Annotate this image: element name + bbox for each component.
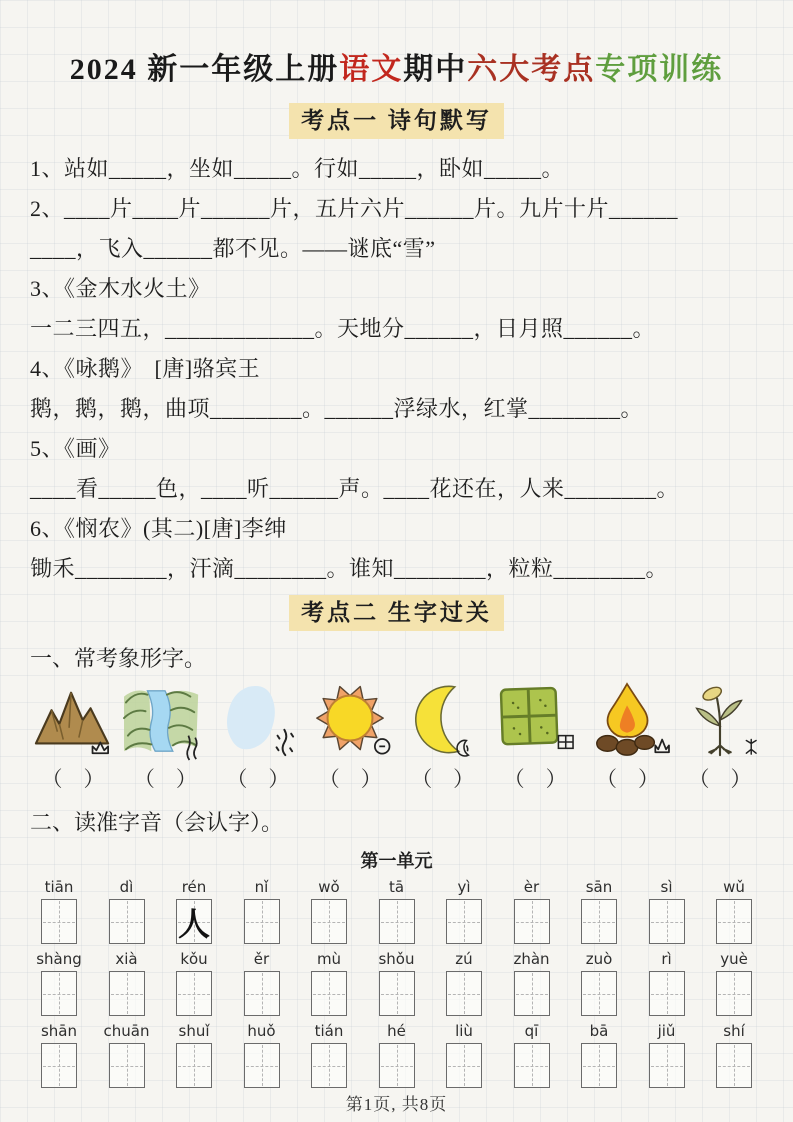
writing-grid-box — [41, 899, 77, 944]
question-line: 1、站如_____，坐如_____。行如_____，卧如_____。 — [30, 156, 565, 181]
pinyin-label: yì — [457, 878, 471, 896]
pictograph-sun — [307, 681, 393, 761]
pinyin-label: xià — [115, 950, 138, 968]
pinyin-label: liù — [455, 1022, 473, 1040]
pinyin-cell — [30, 877, 88, 944]
title-part-sixpoints: 六大考点 — [467, 53, 596, 86]
writing-grid-box — [379, 1043, 415, 1088]
pinyin-cell — [705, 1021, 763, 1088]
title-part-training: 专项训练 — [595, 53, 724, 86]
pinyin-cell — [300, 1021, 358, 1088]
pinyin-cell — [368, 949, 426, 1016]
writing-grid-box — [109, 1043, 145, 1088]
writing-grid-box — [176, 1043, 212, 1088]
writing-grid-box — [244, 971, 280, 1016]
title-part-year: 2024 新一年级上册 — [69, 53, 340, 86]
pinyin-label: hé — [387, 1022, 406, 1040]
answer-blank: （ ） — [226, 767, 290, 791]
pinyin-cell — [705, 949, 763, 1016]
pictograph-row — [30, 681, 763, 761]
title-part-subject: 语文 — [339, 53, 404, 86]
writing-grid-box — [649, 1043, 685, 1088]
question-line: 4、《咏鹅》 [唐]骆宾王 — [30, 356, 261, 381]
answer-blank: （ ） — [411, 767, 475, 791]
writing-grid-box — [514, 899, 550, 944]
pinyin-cell — [233, 877, 291, 944]
pinyin-cell — [300, 877, 358, 944]
pinyin-label: mù — [316, 950, 342, 968]
writing-grid-box — [311, 971, 347, 1016]
pinyin-cell — [570, 1021, 628, 1088]
pinyin-label: tián — [314, 1022, 344, 1040]
pinyin-label: shǒu — [378, 950, 415, 968]
pinyin-label: èr — [523, 878, 540, 896]
pinyin-cell — [165, 949, 223, 1016]
writing-grid-box — [311, 1043, 347, 1088]
writing-grid-box — [581, 971, 617, 1016]
poem-dictation-questions — [30, 149, 763, 589]
pronunciation-subsection-title: 二、读准字音（会认字）。 — [30, 810, 284, 835]
pinyin-label: dì — [119, 878, 134, 896]
seedling-oracle-glyph-icon — [746, 740, 756, 755]
pinyin-grid-row — [30, 949, 763, 1016]
question-line: ____看_____色，____听______声。____花还在，人来________。 — [30, 476, 680, 501]
pinyin-label: kǒu — [180, 950, 208, 968]
writing-grid-box — [109, 899, 145, 944]
handwritten-character: 人 — [177, 905, 210, 942]
water-oracle-glyph-icon — [276, 730, 293, 755]
pictograph-field — [492, 681, 578, 761]
writing-grid-box — [716, 971, 752, 1016]
pinyin-cell — [570, 949, 628, 1016]
pinyin-label: yuè — [720, 950, 748, 968]
pinyin-cell — [368, 877, 426, 944]
pinyin-cell — [503, 949, 561, 1016]
pinyin-label: shí — [723, 1022, 745, 1040]
pictograph-subsection-title: 一、常考象形字。 — [30, 646, 207, 671]
pinyin-label: tiān — [44, 878, 74, 896]
pinyin-cell — [638, 1021, 696, 1088]
writing-grid-box — [716, 1043, 752, 1088]
pinyin-writing-grids — [30, 877, 763, 1088]
pictograph-river — [122, 681, 208, 761]
writing-grid-box — [581, 1043, 617, 1088]
pictograph-fire — [585, 681, 671, 761]
pictograph-answer-blanks — [30, 763, 763, 793]
pinyin-cell — [570, 877, 628, 944]
writing-grid-box — [514, 971, 550, 1016]
answer-blank: （ ） — [596, 767, 660, 791]
writing-grid-box — [41, 971, 77, 1016]
writing-grid-box — [649, 899, 685, 944]
writing-grid-box — [41, 1043, 77, 1088]
pinyin-label: huǒ — [247, 1022, 276, 1040]
pictograph-water — [215, 681, 301, 761]
pinyin-cell — [435, 1021, 493, 1088]
pinyin-cell — [638, 949, 696, 1016]
pinyin-label: bā — [589, 1022, 609, 1040]
pinyin-label: sì — [660, 878, 673, 896]
pinyin-cell — [233, 949, 291, 1016]
section2-heading-wrap — [30, 595, 763, 631]
pinyin-label: zuò — [585, 950, 613, 968]
pinyin-grid-row — [30, 1021, 763, 1088]
answer-blank: （ ） — [133, 767, 197, 791]
writing-grid-box — [649, 971, 685, 1016]
pinyin-cell — [98, 877, 156, 944]
writing-grid-box — [311, 899, 347, 944]
page-number: 第1页, 共8页 — [345, 1095, 448, 1114]
pinyin-cell — [503, 1021, 561, 1088]
writing-grid-box — [379, 899, 415, 944]
question-line: 2、____片____片______片，五片六片______片。九片十片______ — [30, 196, 679, 221]
writing-grid-box — [176, 899, 212, 944]
title-part-midterm: 期中 — [403, 53, 468, 86]
pinyin-cell — [165, 877, 223, 944]
pinyin-label: sān — [585, 878, 613, 896]
moon-oracle-glyph-icon — [457, 740, 468, 756]
pinyin-label: wǒ — [318, 878, 340, 896]
writing-grid-box — [716, 899, 752, 944]
page-title — [30, 44, 763, 88]
pinyin-label: tā — [388, 878, 405, 896]
pinyin-cell — [503, 877, 561, 944]
pinyin-label: zú — [455, 950, 473, 968]
pinyin-label: rì — [661, 950, 672, 968]
pinyin-grid-row — [30, 877, 763, 944]
writing-grid-box — [109, 971, 145, 1016]
pinyin-label: shàng — [36, 950, 82, 968]
answer-blank: （ ） — [318, 767, 382, 791]
writing-grid-box — [514, 1043, 550, 1088]
section1-heading: 考点一 诗句默写 — [289, 103, 504, 139]
question-line: 一二三四五，_____________。天地分______，日月照______。 — [30, 316, 656, 341]
pinyin-cell — [30, 1021, 88, 1088]
writing-grid-box — [379, 971, 415, 1016]
pinyin-label: shān — [40, 1022, 78, 1040]
pinyin-label: ěr — [253, 950, 270, 968]
field-oracle-glyph-icon — [559, 736, 574, 749]
answer-blank: （ ） — [688, 767, 752, 791]
pinyin-cell — [638, 877, 696, 944]
pinyin-cell — [435, 877, 493, 944]
pinyin-cell — [30, 949, 88, 1016]
question-line: 6、《悯农》(其二)[唐]李绅 — [30, 516, 287, 541]
pinyin-cell — [435, 949, 493, 1016]
pinyin-cell — [233, 1021, 291, 1088]
writing-grid-box — [244, 899, 280, 944]
pinyin-label: jiǔ — [657, 1022, 676, 1040]
writing-grid-box — [581, 899, 617, 944]
writing-grid-box — [446, 899, 482, 944]
question-line: 5、《画》 — [30, 436, 121, 461]
pictograph-mountain — [30, 681, 116, 761]
pinyin-label: rén — [181, 878, 207, 896]
pinyin-label: nǐ — [254, 878, 269, 896]
pictograph-seedling — [677, 681, 763, 761]
pinyin-cell — [165, 1021, 223, 1088]
writing-grid-box — [244, 1043, 280, 1088]
sun-oracle-glyph-icon — [375, 739, 390, 754]
writing-grid-box — [176, 971, 212, 1016]
pinyin-cell — [98, 1021, 156, 1088]
question-line: 3、《金木水火土》 — [30, 276, 211, 301]
pinyin-cell — [705, 877, 763, 944]
pictograph-moon — [400, 681, 486, 761]
pinyin-label: wǔ — [723, 878, 745, 896]
section1-heading-wrap — [30, 103, 763, 139]
pinyin-cell — [98, 949, 156, 1016]
question-line: 鹅，鹅，鹅，曲项________。______浮绿水，红掌________。 — [30, 396, 644, 421]
pinyin-label: qī — [524, 1022, 539, 1040]
writing-grid-box — [446, 1043, 482, 1088]
question-line: 锄禾________，汗滴________。谁知________，粒粒________。 — [30, 556, 669, 581]
pinyin-label: shuǐ — [178, 1022, 210, 1040]
pinyin-cell — [300, 949, 358, 1016]
fire-oracle-glyph-icon — [655, 740, 669, 753]
answer-blank: （ ） — [503, 767, 567, 791]
unit-name: 第一单元 — [360, 851, 433, 871]
pinyin-label: zhàn — [513, 950, 550, 968]
section2-heading: 考点二 生字过关 — [289, 595, 504, 631]
pinyin-cell — [368, 1021, 426, 1088]
answer-blank: （ ） — [41, 767, 105, 791]
question-line: ____，飞入______都不见。——谜底“雪” — [30, 236, 436, 261]
writing-grid-box — [446, 971, 482, 1016]
pinyin-label: chuān — [103, 1022, 150, 1040]
